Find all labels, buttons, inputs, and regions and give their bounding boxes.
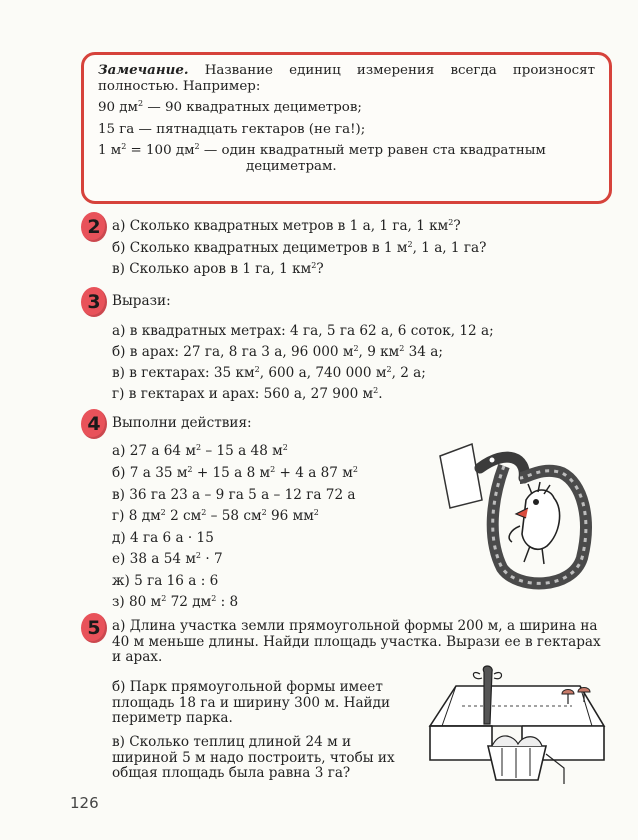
task-4b: б) 7 а 35 $м^2 + 15$ а 8 $м^2 + 4$ а 87 $м^2$ [112,465,358,481]
farm-illustration [422,664,614,792]
note-example-2: 15 га — пятнадцать гектаров (не га!); [98,121,366,137]
task-5b: б) Парк прямоугольной формы имеет площадь 18 га и ширину 300 м. Найди периметр парка. [112,679,391,726]
note-lead [98,63,595,94]
page-number: 126 [70,794,99,812]
task-4-title: Выполни действия: [112,415,252,431]
note-text: Название единиц измерения всегда произносят полностью. Например: [98,63,595,94]
task-4h: з) 80 $м^2$ 72 $дм^2$ : 8 [112,594,239,610]
task-3a: а) в квадратных метрах: 4 га, 5 га 62 а, 6 соток, 12 а; [112,323,494,339]
task-4g: ж) 5 га 16 а : 6 [112,573,219,589]
note-example-3: 1 $м^2 = 100$ $дм^2$ — один квадратный метр равен ста квадратным дециметрам. [98,142,546,174]
task-4a: а) 27 а 64 $м^2 - 15$ а 48 $м^2$ [112,443,288,459]
task-4c: в) 36 га 23 а – 9 га 5 а – 12 га 72 а [112,487,356,503]
task-number-badge: 3 [81,287,107,317]
note-label: Замечание. [98,62,189,78]
task-4f: е) 38 а 54 $м^2 \cdot 7$ [112,551,223,567]
task-3b: б) в арах: 27 га, 8 га 3 а, 96 000 $м^2$, 9 $км^2$ 34 а; [112,344,443,360]
task-5c: в) Сколько теплиц длиной 24 м и шириной 5 м надо построить, чтобы их общая площадь была равна 3 га? [112,734,395,781]
task-3-title: Вырази: [112,293,171,309]
task-number-badge: 5 [81,613,107,643]
task-5a: а) Длина участка земли прямоугольной формы 200 м, а ширина на 40 м меньше длины. Найди площадь участка. Вырази ее в гектарах и арах. [112,618,601,665]
task-3d: г) в гектарах и арах: 560 а, 27 900 $м^2$. [112,386,383,402]
task-4d: г) 8 $дм^2$ 2 $см^2 - 58$ $см^2$ 96 $мм^2$ [112,508,319,524]
task-number-badge: 4 [81,409,107,439]
note-box [81,52,612,204]
task-4e: д) 4 га 6 а · 15 [112,530,214,546]
task-3c: в) в гектарах: 35 $км^2$, 600 а, 740 000 $м^2$, 2 а; [112,365,426,381]
snake-bird-illustration [432,438,607,598]
task-2b: б) Сколько квадратных дециметров в 1 $м^2$, 1 а, 1 га? [112,240,487,256]
task-2a: а) Сколько квадратных метров в 1 а, 1 га, 1 $км^2$? [112,218,461,234]
task-2c: в) Сколько аров в 1 га, 1 $км^2$? [112,261,324,277]
task-number-badge: 2 [81,212,107,242]
note-example-1: 90 $дм^2$ — 90 квадратных дециметров; [98,99,362,115]
